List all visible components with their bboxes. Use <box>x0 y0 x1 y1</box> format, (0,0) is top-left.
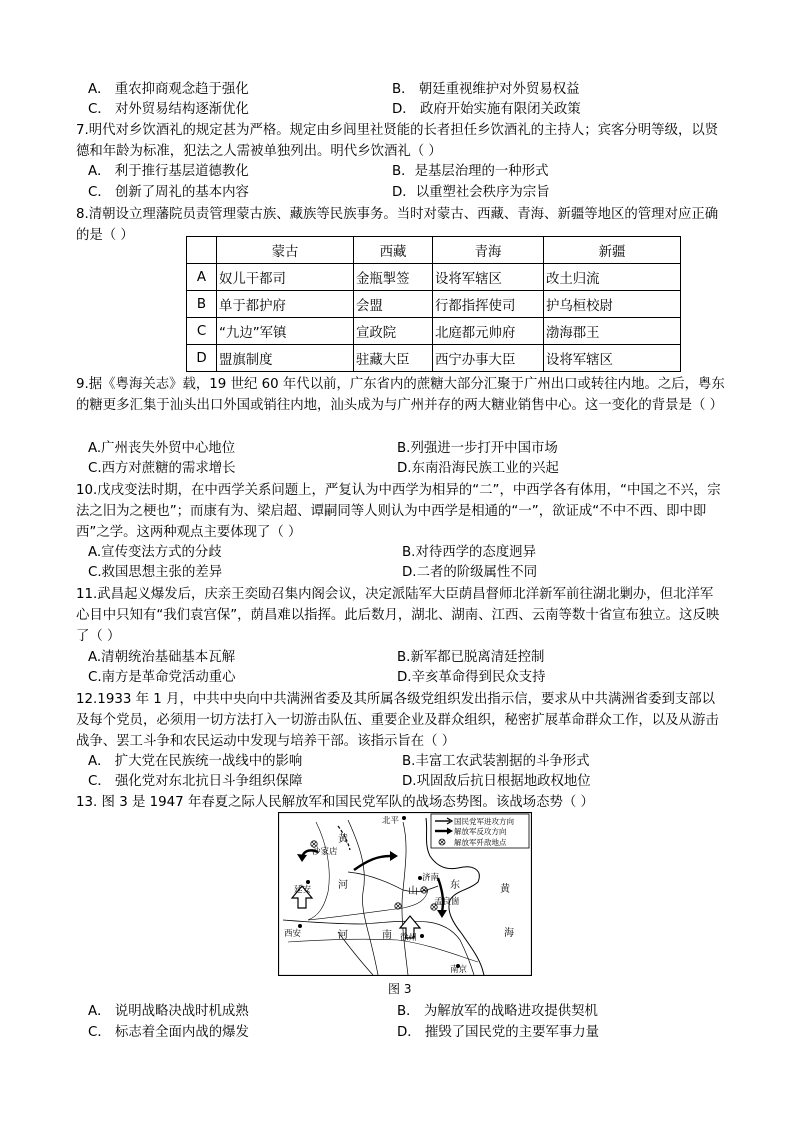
map-place-nanjing: 南京 <box>450 965 468 975</box>
table-cell: 奴儿干都司 <box>217 264 354 291</box>
q12-option-b[interactable]: B.丰富工农武装割据的斗争形式 <box>402 754 590 769</box>
q13-stem: 13. 图 3 是 1947 年春夏之际人民解放军和国民党军队的战场态势图。该战场态势（ ） <box>76 795 594 810</box>
map-region-label: 河 <box>338 930 348 941</box>
q9-option-c[interactable]: C.西方对蔗糖的需求增长 <box>88 461 236 476</box>
table-cell: 行都指挥使司 <box>433 291 544 318</box>
q7-option-b[interactable]: B．是基层治理的一种形式 <box>392 164 549 179</box>
map-region-label: 黄 <box>500 884 510 895</box>
q11-option-a[interactable]: A.清朝统治基础基本瓦解 <box>88 650 236 665</box>
figure-caption: 图 3 <box>388 982 412 996</box>
q12-option-a[interactable]: A． 扩大党在民族统一战线中的影响 <box>88 754 303 769</box>
q10-option-b[interactable]: B.对待西学的态度迥异 <box>402 545 536 560</box>
map-region-label: 河 <box>338 880 348 891</box>
q7-option-c[interactable]: C． 创新了周礼的基本内容 <box>88 185 249 200</box>
table-cell: 设将军辖区 <box>433 264 544 291</box>
map-place-beiping: 北平 <box>382 816 400 826</box>
map-place-xian: 西安 <box>284 929 302 939</box>
q7-stem: 7.明代对乡饮酒礼的规定甚为严格。规定由乡闾里社贤能的长者担任乡饮酒礼的主持人；宾客分明等级，以贤德和年龄为标准，犯法之人需被单独列出。明代乡饮酒礼（ ） <box>76 123 719 159</box>
table-header-cell: 青海 <box>433 237 544 264</box>
q13-option-d[interactable]: D． 摧毁了国民党的主要军事力量 <box>397 1025 600 1040</box>
q11-option-b[interactable]: B.新军都已脱离清廷控制 <box>397 650 545 665</box>
table-cell: 改土归流 <box>544 264 681 291</box>
table-cell: D <box>187 345 217 372</box>
map-region-label: 黄 <box>338 834 348 845</box>
q8-table <box>186 236 681 372</box>
q6-option-c[interactable]: C． 对外贸易结构逐渐优化 <box>88 102 249 117</box>
table-header-cell: 蒙古 <box>217 237 354 264</box>
table-cell: C <box>187 318 217 345</box>
table-cell: 设将军辖区 <box>544 345 681 372</box>
table-cell: 盟旗制度 <box>217 345 354 372</box>
table-row <box>187 264 681 291</box>
q13-option-b[interactable]: B． 为解放军的战略进攻提供契机 <box>397 1004 598 1019</box>
table-header-cell: 新疆 <box>544 237 681 264</box>
table-row <box>187 345 681 372</box>
map-place-yanan: 延安 <box>294 885 312 895</box>
table-cell: 单于都护府 <box>217 291 354 318</box>
table-cell: 驻藏大臣 <box>354 345 433 372</box>
q6-option-d[interactable]: D． 政府开始实施有限闭关政策 <box>392 102 581 117</box>
q7-option-a[interactable]: A． 利于推行基层道德教化 <box>88 164 249 179</box>
map-place-menglianggu: 孟良崮 <box>434 897 460 907</box>
q11-option-d[interactable]: D.辛亥革命得到民众支持 <box>397 670 546 685</box>
table-header-row <box>187 237 681 264</box>
q13-option-a[interactable]: A． 说明战略决战时机成熟 <box>88 1004 249 1019</box>
q13-option-c[interactable]: C． 标志着全面内战的爆发 <box>88 1025 249 1040</box>
legend-label: 解放军反攻方向 <box>454 827 507 836</box>
q6-option-a[interactable]: A． 重农抑商观念趋于强化 <box>88 82 249 97</box>
q10-option-c[interactable]: C.救国思想主张的差异 <box>88 565 223 580</box>
battle-situation-map <box>278 812 532 976</box>
q10-option-a[interactable]: A.宣传变法方式的分歧 <box>88 545 222 560</box>
legend-label: 国民党军进攻方向 <box>454 817 514 826</box>
map-place-jinan: 济南 <box>422 873 440 883</box>
table-cell: B <box>187 291 217 318</box>
legend-label: 解放军歼敌地点 <box>454 838 507 847</box>
table-cell: 宣政院 <box>354 318 433 345</box>
table-cell: 护乌桓校尉 <box>544 291 681 318</box>
table-header-cell: 西藏 <box>354 237 433 264</box>
q6-option-b[interactable]: B． 朝廷重视维护对外贸易权益 <box>392 82 580 97</box>
q9-option-a[interactable]: A.广州丧失外贸中心地位 <box>88 441 236 456</box>
table-cell: 金瓶掣签 <box>354 264 433 291</box>
table-cell: A <box>187 264 217 291</box>
map-region-label: 山 <box>408 886 418 897</box>
map-region-label: 南 <box>382 930 392 941</box>
map-region-label: 东 <box>450 880 460 891</box>
q11-stem: 11.武昌起义爆发后，庆亲王奕劻召集内阁会议，决定派陆军大臣荫昌督师北洋新军前往湖北剿办，但北洋军心目中只知有“我们袁宫保”，荫昌难以指挥。此后数月，湖北、湖南、江西、云南等数十省宣布独立。这反映了（ ） <box>76 587 720 644</box>
table-header-cell <box>187 237 217 264</box>
q12-option-c[interactable]: C． 强化党对东北抗日斗争组织保障 <box>88 774 303 789</box>
table-row <box>187 291 681 318</box>
q11-option-c[interactable]: C.南方是革命党活动重心 <box>88 670 236 685</box>
table-cell: 会盟 <box>354 291 433 318</box>
q12-stem: 12.1933 年 1 月，中共中央向中共满洲省委及其所属各级党组织发出指示信，要求从中共满洲省委到支部以及每个党员，必须用一切方法打入一切游击队伍、重要企业及群众组织，秘密扩展革命群众工作，以及从游击战争、罢工斗争和农民运动中发现与培养干部。该指示旨在（ ） <box>76 692 719 749</box>
q9-option-b[interactable]: B.列强进一步打开中国市场 <box>397 441 558 456</box>
table-cell: 渤海郡王 <box>544 318 681 345</box>
q8-stem: 8.清朝设立理藩院员责管理蒙古族、藏族等民族事务。当时对蒙古、西藏、青海、新疆等地区的管理对应正确的是（ ） <box>76 207 719 243</box>
map-region-label: 海 <box>504 928 514 939</box>
map-place-xuzhou: 徐州 <box>400 933 418 943</box>
table-cell: 西宁办事大臣 <box>433 345 544 372</box>
q10-option-d[interactable]: D.二者的阶级属性不同 <box>402 565 538 580</box>
map-place-shajiadian: 沙家店 <box>312 847 338 857</box>
q9-option-d[interactable]: D.东南沿海民族工业的兴起 <box>397 461 559 476</box>
q12-option-d[interactable]: D.巩固敌后抗日根据地政权地位 <box>402 774 591 789</box>
q7-option-d[interactable]: D．以重塑社会秩序为宗旨 <box>392 185 550 200</box>
table-cell: “九边”军镇 <box>217 318 354 345</box>
q10-stem: 10.戊戌变法时期，在中西学关系问题上，严复认为中西学为相异的“二”，中西学各有体用，“中国之不兴，宗法之旧为之梗也”；而康有为、梁启超、谭嗣同等人则认为中西学是相通的“一”，欲证成“不中不西、即中即西”之学。这两种观点主要体现了（ ） <box>76 483 721 540</box>
table-row <box>187 318 681 345</box>
q9-stem: 9.据《粤海关志》载，19 世纪 60 年代以前，广东省内的蔗糖大部分汇聚于广州出口或转往内地。之后，粤东的糖更多汇集于汕头出口外国或销往内地，汕头成为与广州并存的两大糖业销售中心。这一变化的背景是（ ） <box>76 377 725 413</box>
table-cell: 北庭都元帅府 <box>433 318 544 345</box>
